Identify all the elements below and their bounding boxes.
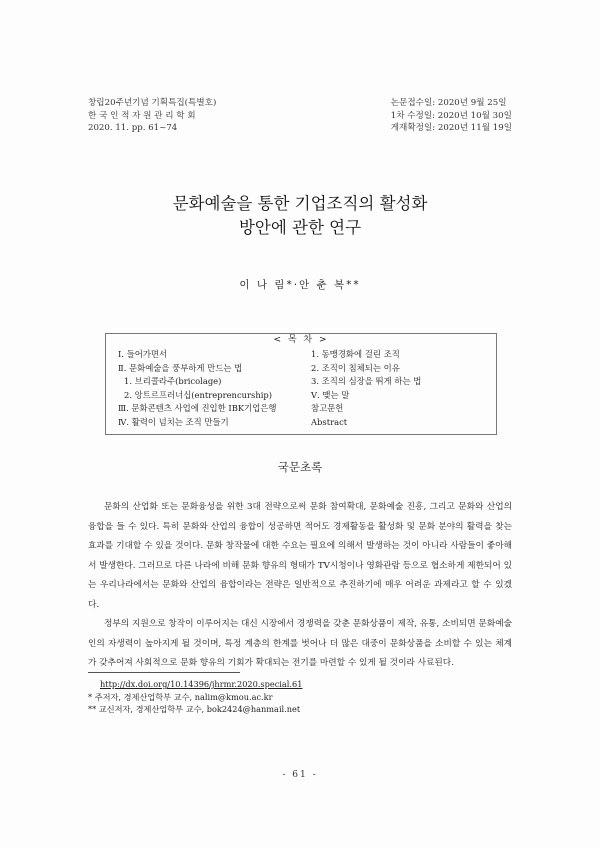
toc-item: 2. 조직이 침체되는 이유 xyxy=(311,362,400,373)
abstract-heading: 국문초록 xyxy=(277,460,323,474)
toc-right-column xyxy=(311,348,421,430)
toc-item: Ⅲ. 문화콘텐츠 사업에 진입한 IBK기업은행 xyxy=(118,403,277,414)
received-date: 논문접수일: 2020년 9월 25일 xyxy=(390,98,507,108)
paper-title xyxy=(0,192,600,240)
toc-item: 3. 조직의 심장을 뛰게 하는 법 xyxy=(311,376,422,387)
toc-item: 1. 동맹경화에 걸린 조직 xyxy=(311,349,400,359)
journal-header-left xyxy=(88,97,216,135)
journal-pages: 2020. 11. pp. 61~74 xyxy=(88,123,178,133)
abstract-paragraph-1: 문화의 산업화 또는 문화융성을 위한 3대 전략으로써 문화 참여확대, 문화예술 진흥, 그리고 문화와 산업의 융합을 들 수 있다. 특히 문화와 산업의 융합이 성공하면 적어도 경제활동을 활성화 및 문화 분야의 활력을 찾는 효과를 기대할 수 있을 것이다. 문화 창작물에 대한 수요는 필요에 의해서 발생하는 것이 아니라 사람들이 좋아해서 발생한다. 그러므로 다른 나라에 비해 문화 향유의 형태가 TV시청이나 영화관람 등으로 협소하게 제한되어 있는 우리나라에서는 문화와 산업의 융합이라는 전략은 일반적으로 추진하기에 매우 어려운 과제라고 할 수 있겠다. xyxy=(88,502,512,610)
accepted-date: 게재확정일: 2020년 11월 19일 xyxy=(390,123,512,133)
toc-label: < 목 차 > xyxy=(269,335,332,345)
toc-item: Abstract xyxy=(311,416,348,427)
revised-date: 1차 수정일: 2020년 10월 30일 xyxy=(390,110,512,121)
page-number: - 61 - xyxy=(282,770,318,780)
abstract-paragraph-2: 정부의 지원으로 창작이 이루어지는 대신 시장에서 경쟁력을 갖춘 문화상품이 제작, 유통, 소비되면 문화예술인의 자생력이 높아지게 될 것이며, 특정 계층의 한계를 벗어나 더 많은 대중이 문화상품을 소비할 수 있는 체계가 갖추어져 사회적으로 문화 향유의 기회가 확대되는 전기를 마련할 수 있게 될 것이라 사료된다. xyxy=(88,619,512,668)
footnote-author-1: * 주저자, 경제산업학부 교수, nalim@kmou.ac.kr xyxy=(88,691,273,702)
toc-item: 1. 브리콜라주(bricolage) xyxy=(124,376,222,387)
toc-item: Ⅰ. 들어가면서 xyxy=(118,349,168,359)
journal-society: 한 국 인 적 자 원 관 리 학 회 xyxy=(88,110,196,121)
footnotes xyxy=(88,678,302,716)
toc-item: Ⅴ. 맺는 말 xyxy=(311,389,350,400)
journal-header-right xyxy=(391,97,512,135)
authors: 이 나 림*·안 춘 복** xyxy=(239,279,361,291)
toc-item: 참고문헌 xyxy=(311,403,344,414)
footnote-divider xyxy=(88,672,240,673)
toc-item: 2. 앙트르프러너십(entreprencurship) xyxy=(124,389,273,400)
paper-title-line-1: 문화예술을 통한 기업조직의 활성화 xyxy=(172,194,428,213)
table-of-contents xyxy=(105,333,497,435)
doi-link[interactable]: http://dx.doi.org/10.14396/jhrmr.2020.special.61 xyxy=(100,679,303,689)
journal-special-issue: 창립20주년기념 기획특집(특별호) xyxy=(88,98,217,108)
toc-item: Ⅳ. 활력이 넘치는 조직 만들기 xyxy=(118,416,229,427)
toc-item: Ⅱ. 문화예술을 풍부하게 만드는 법 xyxy=(118,362,243,373)
abstract-body xyxy=(88,498,512,674)
toc-left-column xyxy=(118,348,276,430)
paper-title-line-2: 방안에 관한 연구 xyxy=(238,218,362,237)
footnote-author-2: ** 교신저자, 경제산업학부 교수, bok2424@hanmail.net xyxy=(88,704,301,714)
